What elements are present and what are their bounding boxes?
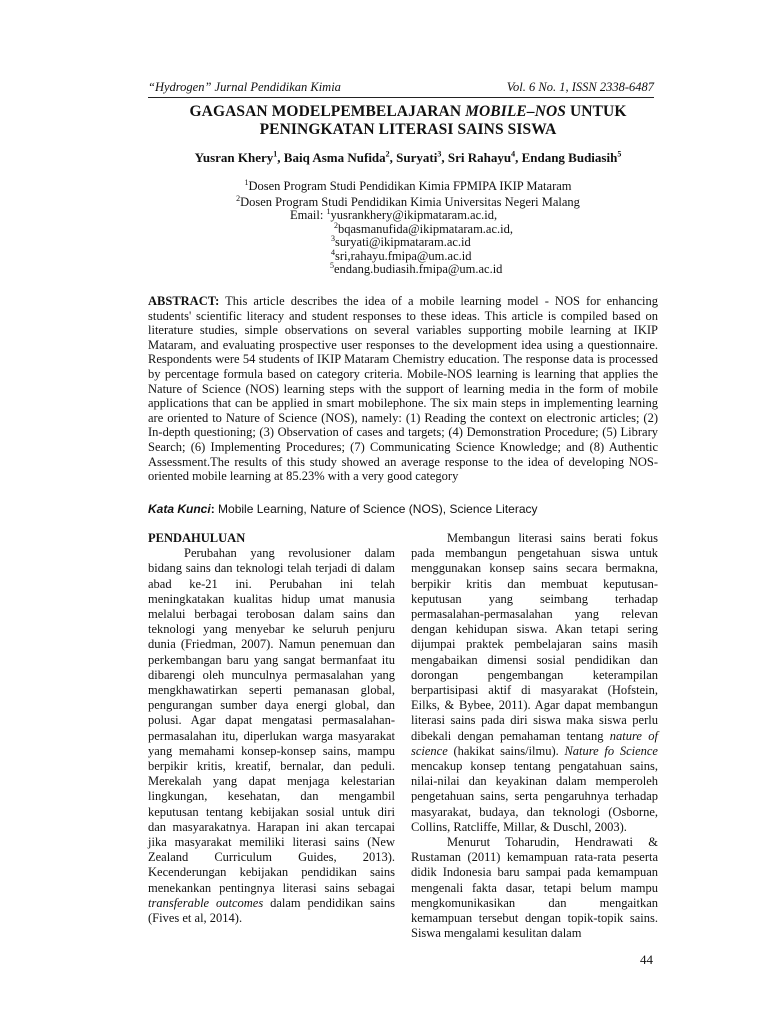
email-block xyxy=(290,206,513,277)
title-part-1: GAGASAN MODELPEMBELAJARAN xyxy=(189,103,466,120)
email-address: sri,rahayu.fmipa@um.ac.id xyxy=(335,248,472,263)
affiliation-text: Dosen Program Studi Pendidikan Kimia Universitas Negeri Malang xyxy=(240,194,580,209)
author-name: Sri Rahayu xyxy=(447,150,512,165)
author-sup: 2 xyxy=(385,149,390,159)
paragraph-text: dalam pendidikan sains (Fives et al, 2014). xyxy=(148,895,395,926)
author-sup: 4 xyxy=(511,149,516,159)
paragraph-text: (hakikat sains/ilmu). xyxy=(447,743,565,758)
email-address: yusrankhery@ikipmataram.ac.id, xyxy=(330,208,498,222)
affiliation-text: Dosen Program Studi Pendidikan Kimia FPMIPA IKIP Mataram xyxy=(248,179,572,193)
paragraph: Menurut Toharudin, Hendrawati & Rustaman (2011) kemampuan rata-rata peserta didik Indonesia baru sampai pada kemampuan mengenali fakta dasar, tetapi belum mampu mengkomunikasikan dan mengaitkan kemampuan tersebut dengan topik-topik sains. Siswa mengalami kesulitan dalam xyxy=(411,835,658,941)
email-sup: 4 xyxy=(331,247,335,257)
paragraph xyxy=(148,546,395,926)
email-label: Email: xyxy=(290,208,327,222)
paragraph-text: mencakup konsep tentang pengatahuan sains, nilai-nilai dan keyakinan dalam memperoleh pengetahuan sains, serta pengaruhnya terhadap masyarakat, budaya, dan teknologi (Osborne, Collins, Ratcliffe, Millar, & Duschl, 2003). xyxy=(411,759,658,834)
keywords-label: Kata Kunci xyxy=(148,502,211,516)
paragraph-text: Membangun literasi sains berati fokus pada membangun pengetahuan siswa untuk menggunakan konsep sains secara bermakna, berpikir kritis dan membuat keputusan-keputusan yang seimbang terhadap permasalahan-permasalahan yang relevan dengan kehidupan siswa. Akan tetapi sering dijumpai praktek pembelajaran sains masih mengabaikan dimensi sosial pendidikan dan dorongan pengembangan keterampilan berpartisipasi aktif di masyarakat (Hofstein, Eilks, & Bybee, 2011). Agar dapat membangun literasi sains pada diri siswa maka siswa perlu dibekali dengan pemahaman tentang xyxy=(411,531,658,743)
abstract-label: ABSTRACT: xyxy=(148,294,220,308)
author-sep: , xyxy=(389,150,397,165)
keywords-separator: : xyxy=(210,502,219,516)
paragraph-text: Perubahan yang revolusioner dalam bidang sains dan teknologi telah terjadi di dalam abad ke-21 ini. Perubahan ini telah meningkatakan kualitas hidup umat manusia melalui berbagai terobosan dalam sains dan teknologi yang menyebar ke seluruh penjuru dunia (Friedman, 2007). Namun penemuan dan perkembangan baru yang sangat bermanfaat itu dibarengi oleh munculnya permasalahan yang mengkhawatirkan seperti pemanasan global, pengurangan sumber daya energi global, dan polusi. Agar dapat mengatasi permasalahan-permasalahan itu, diperlukan warga masyarakat yang memahami konsep-konsep sains, mampu berpikir kritis, kreatif, bernalar, dan peduli. Merekalah yang dapat menjaga kelestarian lingkungan, kesehatan, dan mengambil keputusan tentang kebijakan sosial untuk diri dan masyarakatnya. Harapan ini akan tercapai jika masyarakat memiliki literasi sains (New Zealand Curriculum Guides, 2013). Kecenderungan kebijakan pendidikan sains menekankan pentingnya literasi sains sebagai xyxy=(148,546,395,895)
title-part-3: UNTUK PENINGKATAN LITERASI SAINS SISWA xyxy=(259,103,627,138)
paragraph xyxy=(411,531,658,835)
author-sep: , xyxy=(277,150,284,165)
email-sup: 1 xyxy=(326,206,331,216)
email-sup: 5 xyxy=(330,260,334,270)
paragraph-italic: nature of science xyxy=(411,728,658,758)
email-row xyxy=(290,260,513,277)
author-sup: 3 xyxy=(437,149,442,159)
section-heading: PENDAHULUAN xyxy=(148,531,246,545)
running-header xyxy=(148,80,654,98)
email-row xyxy=(290,233,513,250)
abstract-text: This article describes the idea of a mobile learning model - NOS for enhancing students' scientific literacy and student responses to these ideas. This article is compiled based on literature studies, simple observations on several variables supporting mobile learning at IKIP Mataram, and evaluating prospective user responses to the development idea using a questionnaire. Respondents were 54 students of IKIP Mataram Chemistry education. The response data is processed by percentage formula based on category criteria. Mobile-NOS learning is learning that applies the Nature of Science (NOS) learning steps with the support of learning media in the form of mobile applications that can be applied in smart mobilephone. The six main steps in implementing learning are oriented to Nature of Science (NOS), namely: (1) Reading the context on electronic articles; (2) In-depth questioning; (3) Observation of cases and targets; (4) Demonstration Procedure; (5) Library Search; (6) Implementing Procedures; (7) Communicating Science Knowledge; and (8) Authentic Assessment.The results of this study showed an average response to the idea of developing NOS-oriented mobile learning at 85.23% with a very good category xyxy=(148,294,658,484)
email-row xyxy=(290,206,513,223)
email-address: suryati@ikipmataram.ac.id xyxy=(335,235,471,249)
author-sep: , xyxy=(441,150,448,165)
email-row xyxy=(290,247,513,264)
email-row xyxy=(290,220,513,237)
affiliations xyxy=(150,179,666,210)
email-address: bqasmanufida@ikipmataram.ac.id, xyxy=(338,221,513,236)
keywords-text: Mobile Learning, Nature of Science (NOS), Science Literacy xyxy=(218,502,538,516)
email-address: endang.budiasih.fmipa@um.ac.id xyxy=(334,262,503,276)
author-sep: , xyxy=(515,150,522,165)
author-name: Baiq Asma Nufida xyxy=(283,150,386,165)
page-number: 44 xyxy=(640,952,653,967)
left-column xyxy=(148,531,395,926)
paper-title xyxy=(150,103,666,139)
author-name: Yusran Khery xyxy=(194,150,274,165)
author-list xyxy=(150,150,666,166)
author-sup: 5 xyxy=(617,149,622,159)
affiliation-line xyxy=(150,179,666,195)
right-column xyxy=(411,531,658,941)
paragraph-italic: Nature fo Science xyxy=(564,743,658,758)
affiliation-sup: 1 xyxy=(244,177,249,187)
email-sup: 3 xyxy=(331,233,335,243)
journal-name: “Hydrogen” Jurnal Pendidikan Kimia xyxy=(148,80,341,94)
author-name: Suryati xyxy=(396,150,438,165)
keywords xyxy=(148,502,658,516)
volume-issn: Vol. 6 No. 1, ISSN 2338-6487 xyxy=(506,80,654,94)
affiliation-sup: 2 xyxy=(236,193,241,203)
author-sup: 1 xyxy=(273,149,278,159)
author-name: Endang Budiasih xyxy=(521,150,618,165)
email-sup: 2 xyxy=(334,220,338,230)
abstract xyxy=(148,294,658,484)
paragraph-italic: transferable outcomes xyxy=(148,895,264,910)
title-part-2: MOBILE–NOS xyxy=(465,103,567,120)
